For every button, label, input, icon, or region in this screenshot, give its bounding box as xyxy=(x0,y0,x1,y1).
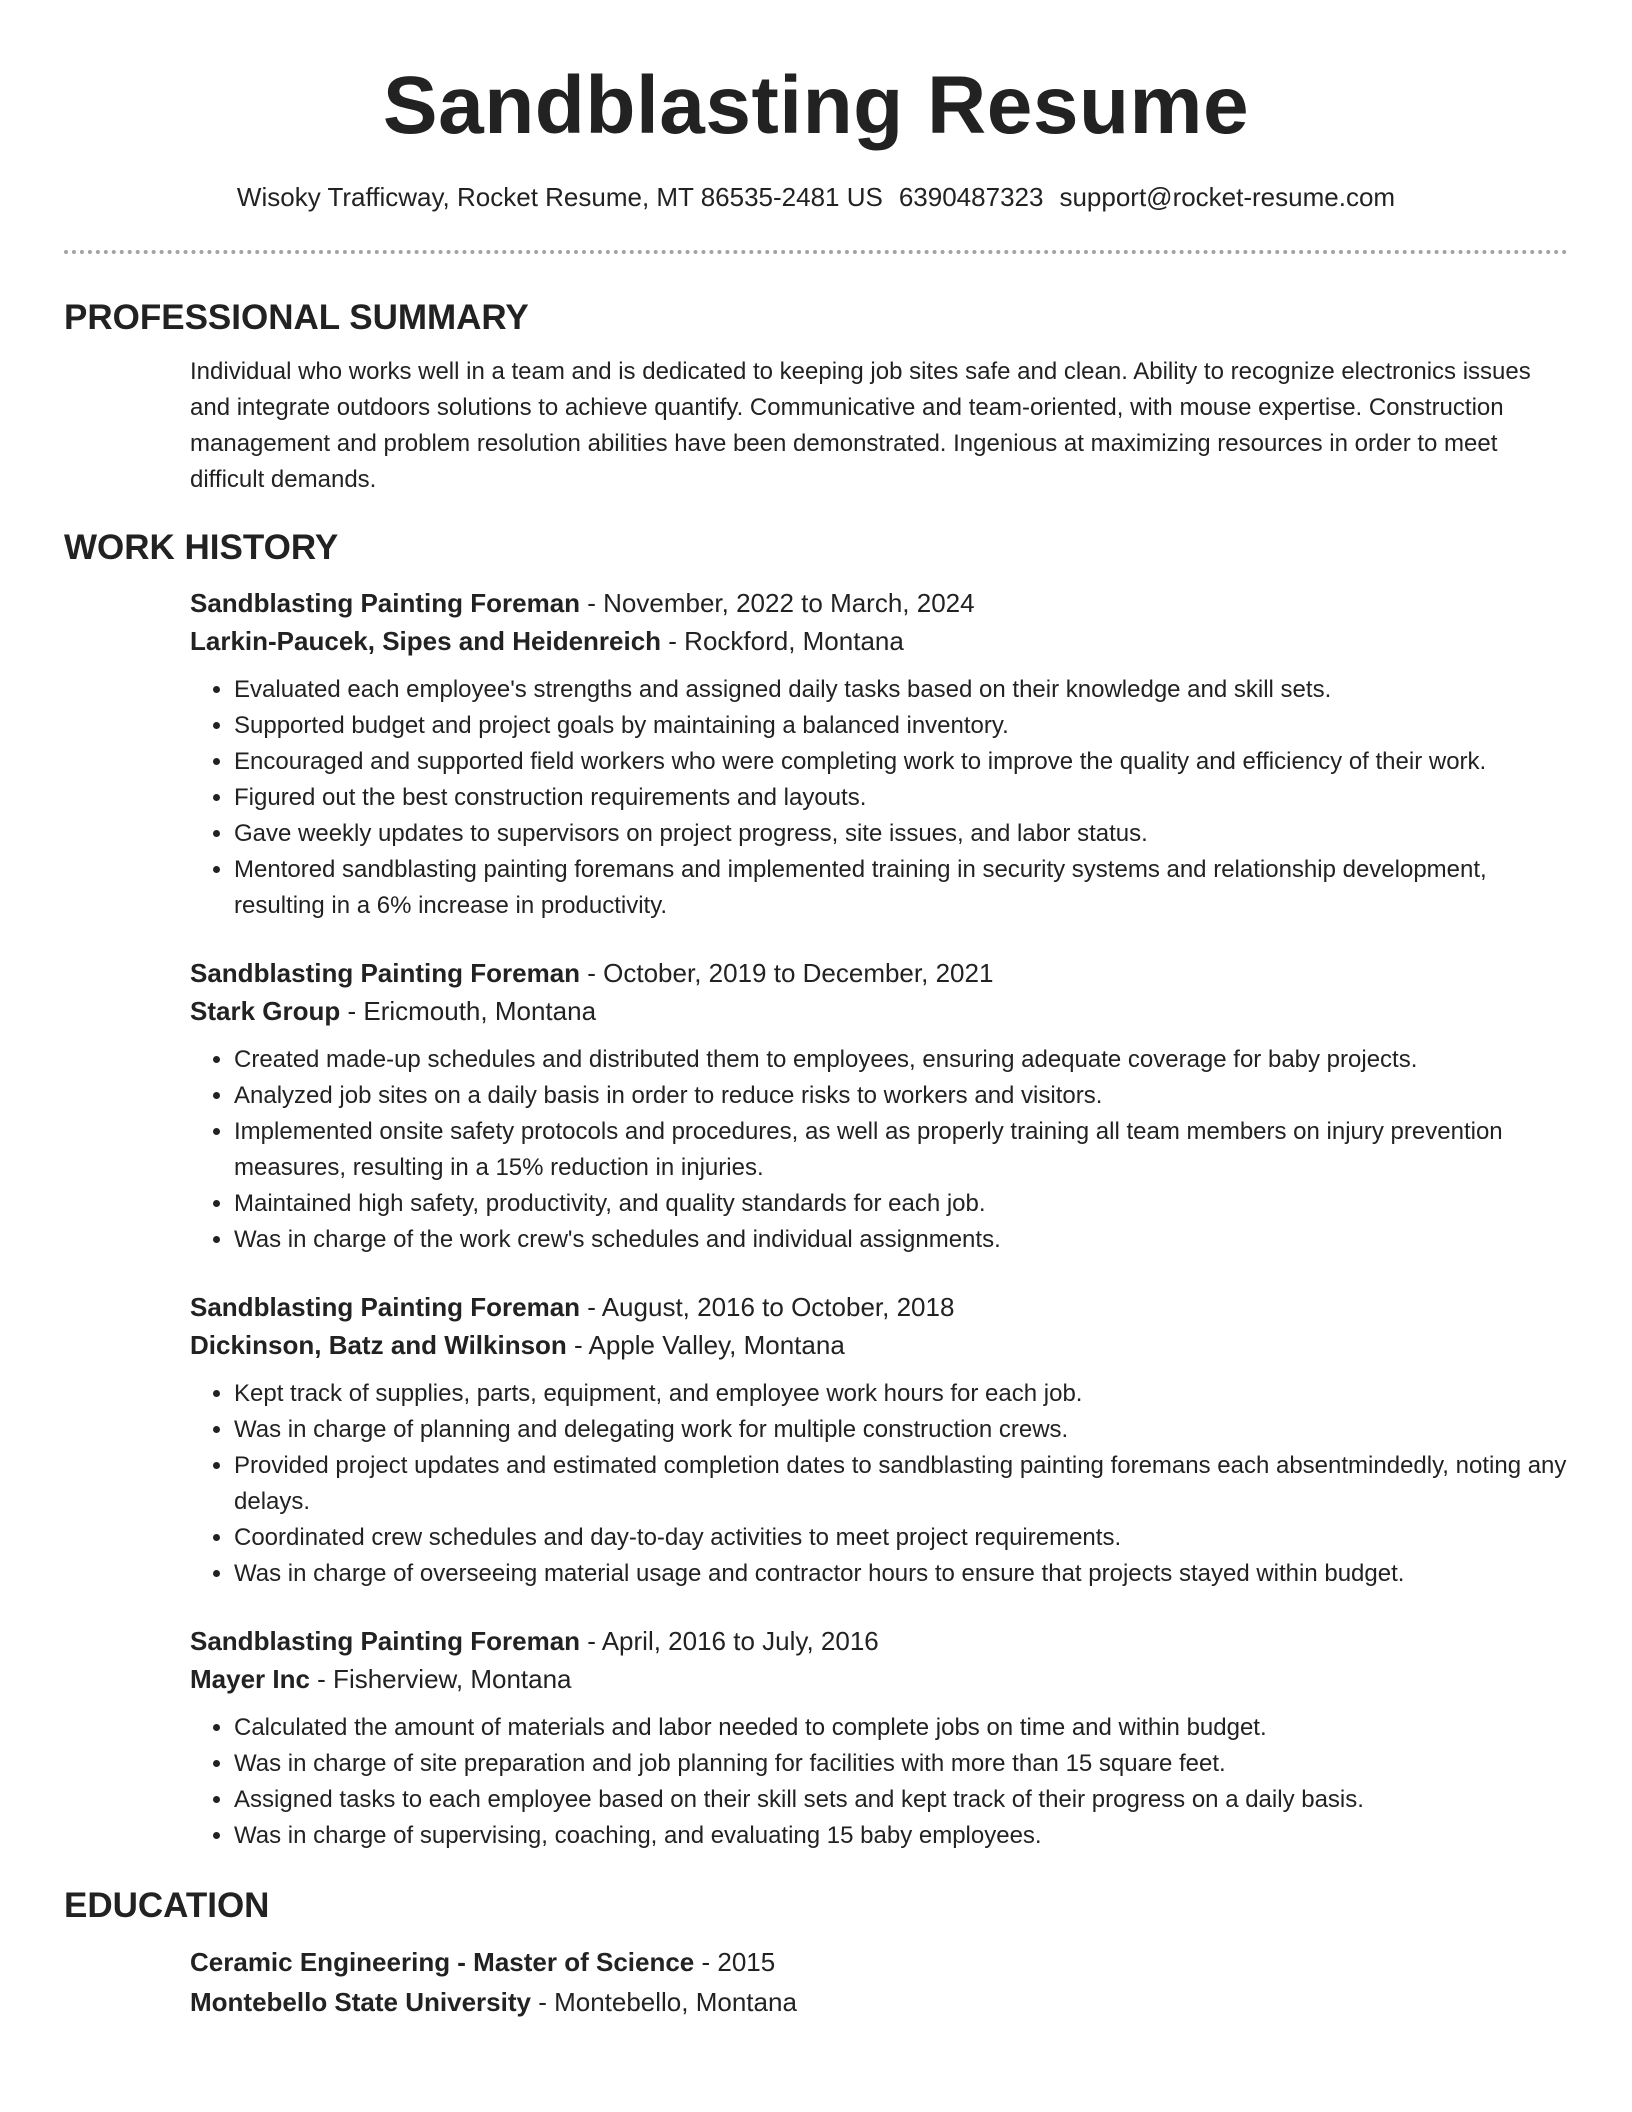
job-company-line xyxy=(190,1660,1568,1698)
job-bullets xyxy=(190,1042,1568,1258)
education-school-line xyxy=(190,1982,1568,2022)
contact-email[interactable]: support@rocket-resume.com xyxy=(1059,182,1396,212)
job-dates: - October, 2019 to December, 2021 xyxy=(580,958,994,988)
job-role: Sandblasting Painting Foreman xyxy=(190,958,581,988)
job-bullet: • Supported budget and project goals by maintaining a balanced inventory. xyxy=(234,708,1568,744)
education-school: Montebello State University xyxy=(190,1987,531,2017)
contact-address: Wisoky Trafficway, Rocket Resume, MT 86535-2481 US xyxy=(236,182,883,212)
job-title-line xyxy=(190,1622,1568,1660)
job-company: Mayer Inc xyxy=(190,1664,310,1694)
education-section xyxy=(64,1884,1568,2022)
education-degree: Ceramic Engineering - Master of Science xyxy=(190,1947,695,1977)
education-heading: EDUCATION xyxy=(64,1886,270,1925)
job-bullets xyxy=(190,1710,1568,1854)
work-history-section xyxy=(64,526,1568,1854)
job-bullet: • Was in charge of supervising, coaching, and evaluating 15 baby employees. xyxy=(234,1818,1568,1854)
job-bullet: • Coordinated crew schedules and day-to-day activities to meet project requirements. xyxy=(234,1520,1568,1556)
job-bullet: • Kept track of supplies, parts, equipment, and employee work hours for each job. xyxy=(234,1376,1568,1412)
job-bullet: • Mentored sandblasting painting foremans and implemented training in security systems and relationship development, resulting in a 6% increase in productivity. xyxy=(234,852,1568,924)
job-title-line xyxy=(190,584,1568,622)
summary-text: Individual who works well in a team and is dedicated to keeping job sites safe and clean. Ability to recognize electronics issues and integrate outdoors solutions to achieve quantify. Communicative and team-oriented, with mouse expertise. Construction management and problem resolution abilities have been demonstrated. Ingenious at maximizing resources in order to meet difficult demands. xyxy=(190,358,1531,493)
job-bullet: • Provided project updates and estimated completion dates to sandblasting painting foremans each absentmindedly, noting any delays. xyxy=(234,1448,1568,1520)
job-bullets xyxy=(190,1376,1568,1592)
job-entry xyxy=(190,1288,1568,1592)
job-role: Sandblasting Painting Foreman xyxy=(190,588,581,618)
job-title-line xyxy=(190,954,1568,992)
education-location: - Montebello, Montana xyxy=(530,1987,797,2017)
education-degree-line xyxy=(190,1942,1568,1982)
job-dates: - August, 2016 to October, 2018 xyxy=(580,1292,955,1322)
job-bullet: • Calculated the amount of materials and labor needed to complete jobs on time and within budget. xyxy=(234,1710,1568,1746)
header-divider xyxy=(64,250,1568,254)
job-title-line xyxy=(190,1288,1568,1326)
job-bullets xyxy=(190,672,1568,924)
job-company: Dickinson, Batz and Wilkinson xyxy=(190,1330,567,1360)
job-entry xyxy=(190,1622,1568,1854)
job-bullet: • Encouraged and supported field workers who were completing work to improve the quality and efficiency of their work. xyxy=(234,744,1568,780)
contact-line xyxy=(0,180,1632,214)
education-year: - 2015 xyxy=(694,1947,776,1977)
job-location: - Ericmouth, Montana xyxy=(340,996,597,1026)
resume-content xyxy=(64,296,1568,2022)
job-bullet: • Was in charge of site preparation and job planning for facilities with more than 15 square feet. xyxy=(234,1746,1568,1782)
job-entry xyxy=(190,584,1568,924)
contact-phone: 6390487323 xyxy=(898,182,1044,212)
job-bullet: • Was in charge of the work crew's schedules and individual assignments. xyxy=(234,1222,1568,1258)
job-company: Larkin-Paucek, Sipes and Heidenreich xyxy=(190,626,662,656)
job-company-line xyxy=(190,622,1568,660)
job-company-line xyxy=(190,992,1568,1030)
summary-heading: PROFESSIONAL SUMMARY xyxy=(64,298,529,337)
job-location: - Rockford, Montana xyxy=(661,626,904,656)
job-dates: - November, 2022 to March, 2024 xyxy=(580,588,975,618)
job-bullet: • Implemented onsite safety protocols and procedures, as well as properly training all team members on injury prevention measures, resulting in a 15% reduction in injuries. xyxy=(234,1114,1568,1186)
job-bullet: • Figured out the best construction requirements and layouts. xyxy=(234,780,1568,816)
job-role: Sandblasting Painting Foreman xyxy=(190,1292,581,1322)
job-bullet: • Created made-up schedules and distributed them to employees, ensuring adequate coverage for baby projects. xyxy=(234,1042,1568,1078)
job-entry xyxy=(190,954,1568,1258)
job-location: - Fisherview, Montana xyxy=(309,1664,572,1694)
job-role: Sandblasting Painting Foreman xyxy=(190,1626,581,1656)
job-bullet: • Gave weekly updates to supervisors on project progress, site issues, and labor status. xyxy=(234,816,1568,852)
job-bullet: • Was in charge of overseeing material usage and contractor hours to ensure that projects stayed within budget. xyxy=(234,1556,1568,1592)
job-bullet: • Evaluated each employee's strengths and assigned daily tasks based on their knowledge and skill sets. xyxy=(234,672,1568,708)
work-history-heading: WORK HISTORY xyxy=(64,528,339,567)
summary-section xyxy=(64,296,1568,498)
job-company-line xyxy=(190,1326,1568,1364)
job-company: Stark Group xyxy=(190,996,341,1026)
job-location: - Apple Valley, Montana xyxy=(566,1330,845,1360)
resume-title: Sandblasting Resume xyxy=(382,60,1250,151)
job-bullet: • Analyzed job sites on a daily basis in order to reduce risks to workers and visitors. xyxy=(234,1078,1568,1114)
job-bullet: • Was in charge of planning and delegating work for multiple construction crews. xyxy=(234,1412,1568,1448)
job-bullet: • Assigned tasks to each employee based on their skill sets and kept track of their progress on a daily basis. xyxy=(234,1782,1568,1818)
job-bullet: • Maintained high safety, productivity, and quality standards for each job. xyxy=(234,1186,1568,1222)
job-dates: - April, 2016 to July, 2016 xyxy=(580,1626,879,1656)
